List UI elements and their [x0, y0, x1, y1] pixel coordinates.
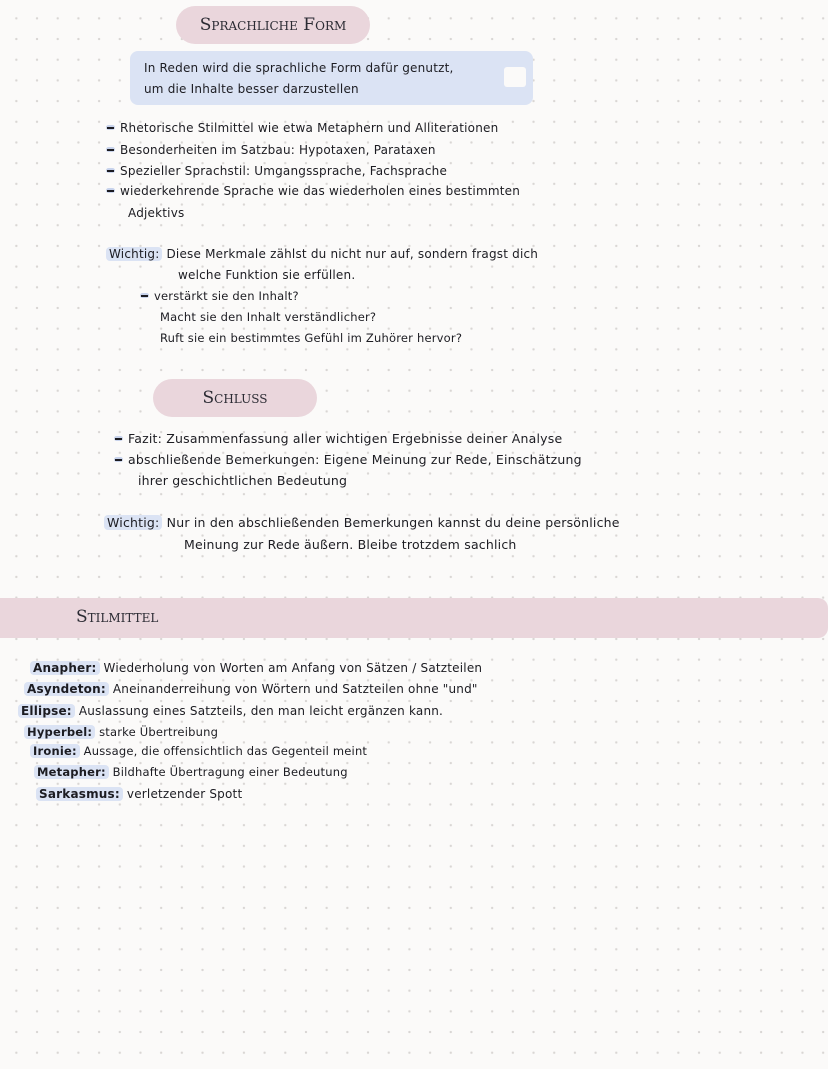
intro-line-1: In Reden wird die sprachliche Form dafür genutzt,	[144, 61, 454, 75]
heading-stilmittel-text: Stilmittel	[76, 607, 159, 627]
sf-wichtig-line-2: welche Funktion sie erfüllen.	[178, 268, 356, 282]
dash-icon	[106, 147, 115, 152]
stilmittel-item-anapher	[30, 660, 482, 676]
schluss-wichtig-label: Wichtig:	[104, 515, 162, 530]
sf-bullet-4-cont: Adjektivs	[128, 206, 185, 220]
heading-sprachliche-form	[176, 6, 370, 44]
schluss-wichtig-line-2: Meinung zur Rede äußern. Bleibe trotzdem sachlich	[184, 537, 517, 552]
def-ironie: Aussage, die offensichtlich das Gegenteil meint	[83, 744, 368, 758]
def-sarkasmus: verletzender Spott	[126, 787, 243, 801]
def-metapher: Bildhafte Übertragung einer Bedeutung	[112, 765, 348, 779]
stilmittel-item-metapher	[34, 764, 348, 780]
sf-bullet-3	[106, 163, 447, 179]
stilmittel-item-hyperbel	[24, 724, 218, 740]
sf-bullet-2-text: Besonderheiten im Satzbau: Hypotaxen, Parataxen	[120, 143, 436, 157]
term-anapher: Anapher:	[30, 661, 100, 675]
sf-question-1-text: verstärkt sie den Inhalt?	[154, 289, 299, 303]
stilmittel-item-sarkasmus	[36, 786, 242, 802]
sf-bullet-4	[106, 183, 520, 199]
schluss-wichtig-text-1: Nur in den abschließenden Bemerkungen kannst du deine persönliche	[166, 515, 620, 530]
dash-icon	[106, 168, 115, 173]
intro-box	[130, 51, 533, 105]
intro-line-2: um die Inhalte besser darzustellen	[144, 82, 359, 96]
heading-schluss	[153, 379, 317, 417]
heading-stilmittel-banner	[0, 598, 828, 638]
term-asyndeton: Asyndeton:	[24, 682, 109, 696]
stilmittel-item-asyndeton	[24, 681, 478, 697]
term-metapher: Metapher:	[34, 765, 109, 779]
stilmittel-item-ellipse	[18, 703, 443, 719]
dash-icon	[140, 293, 149, 298]
sf-bullet-1	[106, 120, 498, 136]
term-sarkasmus: Sarkasmus:	[36, 787, 123, 801]
intro-inner-white	[504, 67, 526, 87]
term-hyperbel: Hyperbel:	[24, 725, 95, 739]
sf-bullet-1-text: Rhetorische Stilmittel wie etwa Metaphern und Alliterationen	[120, 121, 499, 135]
term-ironie: Ironie:	[30, 744, 80, 758]
sf-question-2: Macht sie den Inhalt verständlicher?	[160, 310, 377, 324]
schluss-bullet-1	[114, 431, 562, 447]
schluss-bullet-1-text: Fazit: Zusammenfassung aller wichtigen Ergebnisse deiner Analyse	[128, 431, 563, 446]
sf-question-1	[140, 288, 299, 304]
dash-icon	[106, 188, 115, 193]
def-asyndeton: Aneinanderreihung von Wörtern und Satzteilen ohne "und"	[112, 682, 478, 696]
heading-schluss-text: Schluss	[202, 388, 268, 408]
sf-bullet-3-text: Spezieller Sprachstil: Umgangssprache, Fachsprache	[120, 164, 448, 178]
def-ellipse: Auslassung eines Satzteils, den man leicht ergänzen kann.	[78, 704, 444, 718]
dash-icon	[114, 457, 123, 462]
sf-bullet-2	[106, 142, 436, 158]
heading-sprachliche-form-text: Sprachliche Form	[199, 15, 347, 35]
def-anapher: Wiederholung von Worten am Anfang von Sätzen / Satzteilen	[103, 661, 483, 675]
dash-icon	[114, 436, 123, 441]
stilmittel-item-ironie	[30, 743, 367, 759]
sf-bullet-4-text: wiederkehrende Sprache wie das wiederholen eines bestimmten	[120, 184, 521, 198]
schluss-bullet-2-cont: ihrer geschichtlichen Bedeutung	[138, 473, 348, 488]
schluss-wichtig-line-1	[104, 515, 620, 531]
def-hyperbel: starke Übertreibung	[99, 725, 219, 739]
sf-wichtig-label: Wichtig:	[106, 247, 162, 261]
dash-icon	[106, 125, 115, 130]
schluss-bullet-2-text: abschließende Bemerkungen: Eigene Meinung zur Rede, Einschätzung	[128, 452, 582, 467]
sf-question-3: Ruft sie ein bestimmtes Gefühl im Zuhörer hervor?	[160, 331, 463, 345]
term-ellipse: Ellipse:	[18, 704, 75, 718]
sf-wichtig-text-1: Diese Merkmale zählst du nicht nur auf, sondern fragst dich	[166, 247, 539, 261]
schluss-bullet-2	[114, 452, 582, 468]
sf-wichtig-line-1	[106, 246, 538, 262]
